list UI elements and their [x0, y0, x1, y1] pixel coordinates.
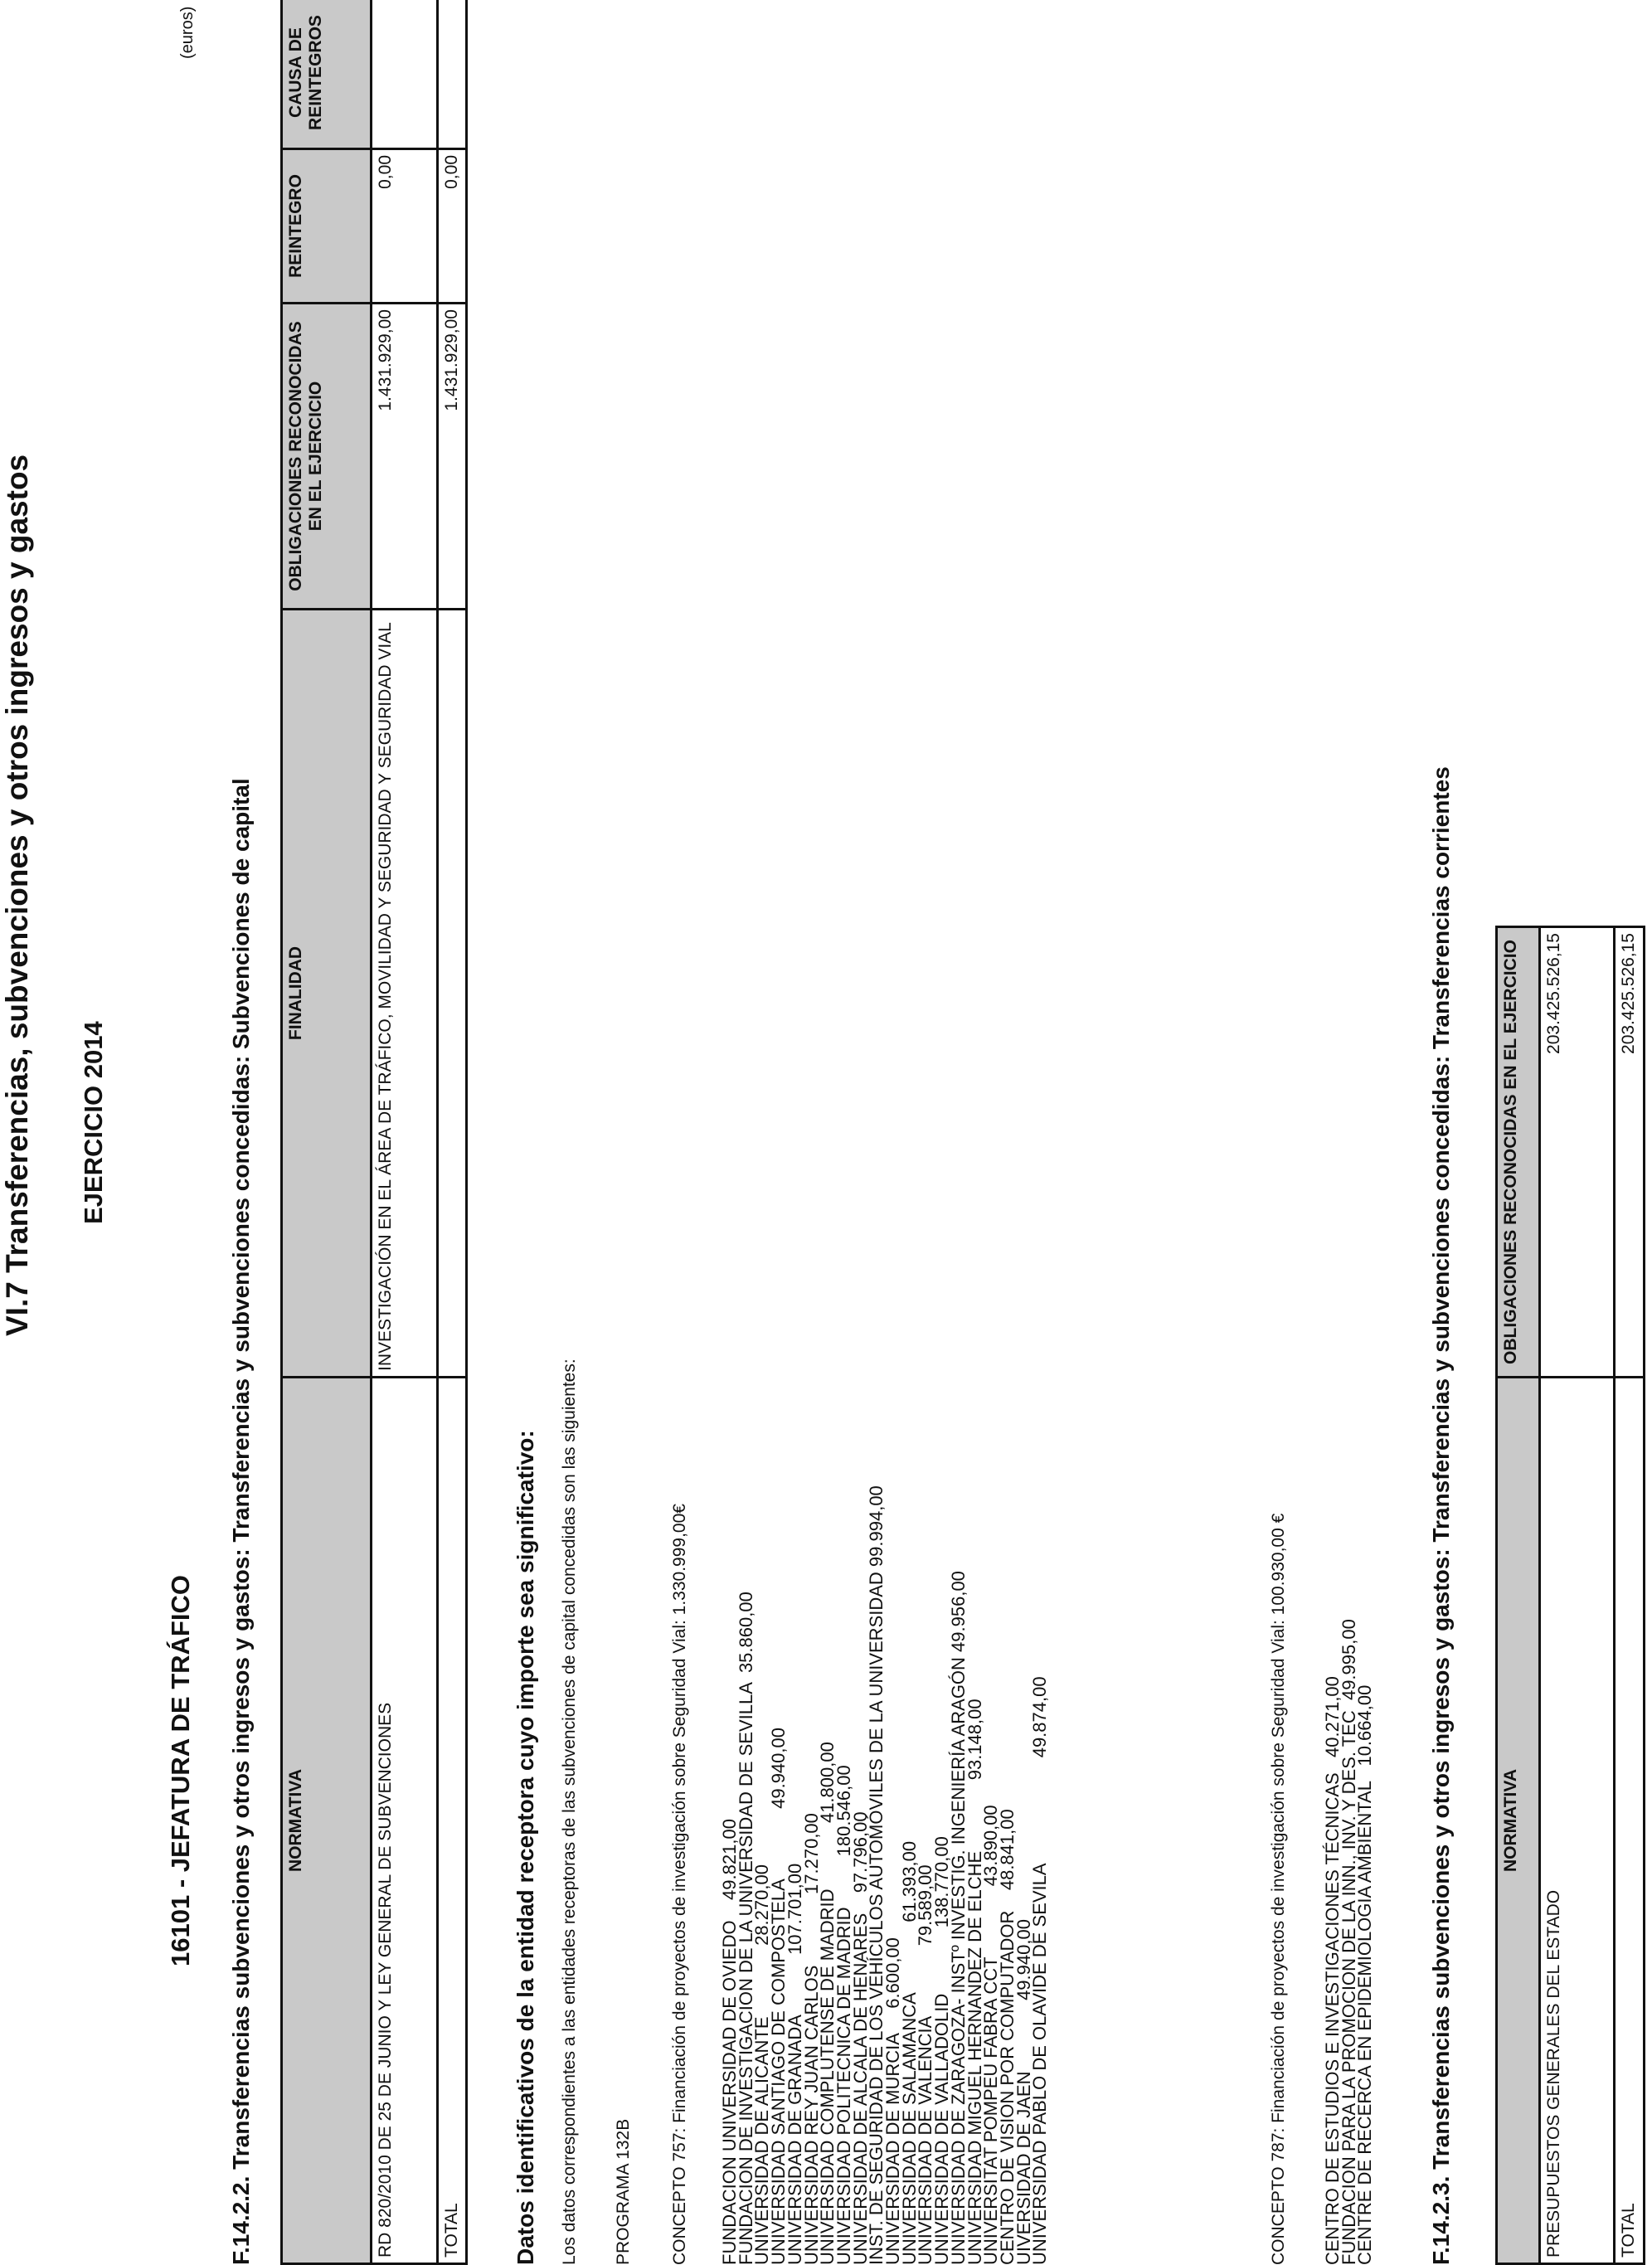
concepto-787: CONCEPTO 787: Financiación de proyectos de investigación sobre Seguridad Vial: 100.930,00 € [1269, 1513, 1288, 2265]
list-item: FUNDACION PARA LA PROMOCION DE LA INN., INV. Y DES. TEC 49.995,00 [1338, 1619, 1359, 2265]
column-header-obligaciones: OBLIGACIONES RECONOCIDAS EN EL EJERCICIO [282, 304, 372, 610]
programa-label: PROGRAMA 132B [614, 2118, 633, 2265]
section-capital-heading: F.14.2.2. Transferencias subvenciones y otros ingresos y gastos: Transferencias y subvenciones concedidas: Subvenciones de capital [228, 778, 254, 2265]
list-item: FUNDACION DE INVESTIGACION DE LA UNIVERSIDAD DE SEVILLA 35.860,00 [735, 1592, 756, 2265]
recipients-757-list [719, 772, 1051, 2265]
recipients-787-list [1322, 772, 1376, 2265]
list-item: UNIVERSIDAD DE VALENCIA 79.589,00 [915, 1864, 936, 2265]
list-item: UNIVERSIDAD DE ZARAGOZA- INSTº INVESTIG. INGENIERÍA ARAGÓN 49.956,00 [947, 1571, 969, 2265]
column-header-reintegro: REINTEGRO [282, 149, 372, 304]
column-header-causa: CAUSA DE REINTEGROS [282, 0, 372, 149]
list-item: UIVERSIDAD DE JAEN 49.940,00 [1013, 1919, 1034, 2265]
list-item: INST. DE SEGURIDAD DE LOS VEHÍCULOS AUTOMÓVILES DE LA UNIVERSIDAD 99.994,00 [866, 1485, 887, 2265]
capital-table [280, 0, 468, 2265]
list-item: UNIVERSITAT POMPEU FABRA CCT 43.890,00 [980, 1805, 1002, 2265]
table-row [372, 0, 438, 2264]
column-header-finalidad: FINALIDAD [282, 610, 372, 1378]
list-item: UNIVERSIDAD DE GRANADA 107.701,00 [784, 1863, 805, 2265]
column-header-obligaciones: OBLIGACIONES RECONOCIDAS EN EL EJERCICIO [1497, 927, 1540, 1378]
currency-note: (euros) [178, 6, 197, 59]
corrientes-table [1495, 926, 1645, 2265]
cell-total-reintegro: 0,00 [438, 149, 467, 304]
list-item: UNIVERSIDAD PABLO DE OLAVIDE DE SEVILA 49.874,00 [1029, 1676, 1051, 2265]
table-total-row [1615, 927, 1645, 2264]
list-item: CENTRO DE ESTUDIOS E INVESTIGACIONES TÉCNICAS 40.271,00 [1322, 1676, 1343, 2265]
cell-total-obligaciones: 1.431.929,00 [438, 304, 467, 610]
list-item: UNIVERSIDAD DE MURCIA 6.600,00 [882, 1937, 904, 2265]
list-item: CENTRE DE RECERCA EN EPIDEMIOLOGIA AMBIENTAL 10.664,00 [1354, 1684, 1376, 2265]
list-item: UNIVERSIDAD MIGUEL HERNANDEZ DE ELCHE 93.148,00 [964, 1699, 985, 2265]
list-item: UNIVERSIDAD POLITECNICA DE MADRID 180.546,00 [833, 1765, 854, 2265]
receptora-heading: Datos identificativos de la entidad receptora cuyo importe sea significativo: [513, 1430, 538, 2265]
cell-normativa: RD 820/2010 DE 25 DE JUNIO Y LEY GENERAL DE SUBVENCIONES [372, 1378, 438, 2264]
list-item: CENTRO DE VISION POR COMPUTADOR 48.841,00 [996, 1809, 1018, 2265]
list-item: UNIVERSIDAD DE SALAMANCA 61.393,00 [898, 1840, 920, 2265]
cell-obligaciones: 1.431.929,00 [372, 304, 438, 610]
list-item: UNIVERSIDAD DE ALICANTE 28.270,00 [751, 1864, 773, 2265]
cell-reintegro: 0,00 [372, 149, 438, 304]
table-row [1540, 927, 1615, 2264]
table-header-row [1497, 927, 1540, 2264]
cell-total-finalidad [438, 610, 467, 1378]
list-item: UNIVERSIDAD DE VALLADOLID 138.770,00 [931, 1836, 953, 2265]
list-item: UNIVERSIDAD COMPLUTENSE DE MADRID 41.800,00 [817, 1742, 838, 2265]
cell-finalidad: INVESTIGACIÓN EN EL ÁREA DE TRÁFICO, MOVILIDAD Y SEGURIDAD Y SEGURIDAD VIAL [372, 610, 438, 1378]
column-header-normativa: NORMATIVA [282, 1378, 372, 2264]
cell-total-obligaciones: 203.425.526,15 [1615, 927, 1645, 1378]
cell-total-causa [438, 0, 467, 149]
receptora-intro: Los datos correspondientes a las entidades receptoras de las subvenciones de capital concedidas son las siguientes: [560, 1359, 579, 2265]
table-total-row [438, 0, 467, 2264]
list-item: FUNDACION UNIVERSIDAD DE OVIEDO 49.821,00 [719, 1819, 740, 2265]
cell-obligaciones: 203.425.526,15 [1540, 927, 1615, 1378]
cell-causa [372, 0, 438, 149]
cell-total-label: TOTAL [1615, 1378, 1645, 2264]
section-corrientes-heading: F.14.2.3. Transferencias subvenciones y otros ingresos y gastos: Transferencias y subvenciones concedidas: Transferencias corrientes [1428, 766, 1454, 2265]
cell-normativa: PRESUPUESTOS GENERALES DEL ESTADO [1540, 1378, 1615, 2264]
list-item: UNIVERSIDAD REY JUAN CARLOS 17.270,00 [800, 1813, 822, 2265]
entity-title: 16101 - JEFATURA DE TRÁFICO [166, 1575, 195, 1966]
concepto-757: CONCEPTO 757: Financiación de proyectos de investigación sobre Seguridad Vial: 1.330.999,00€ [670, 1504, 689, 2265]
page-title: VI.7 Transferencias, subvenciones y otros ingresos y gastos [0, 454, 34, 1336]
list-item: UNIVERSIDAD DE ALCALA DE HENARES 97.796,00 [849, 1811, 871, 2265]
exercise-label: EJERCICIO 2014 [79, 1021, 108, 1224]
column-header-normativa: NORMATIVA [1497, 1378, 1540, 2264]
cell-total-label: TOTAL [438, 1378, 467, 2264]
list-item: UNIVERSIDAD SANTIAGO DE COMPOSTELA 49.940,00 [768, 1728, 790, 2265]
table-header-row [282, 0, 372, 2264]
